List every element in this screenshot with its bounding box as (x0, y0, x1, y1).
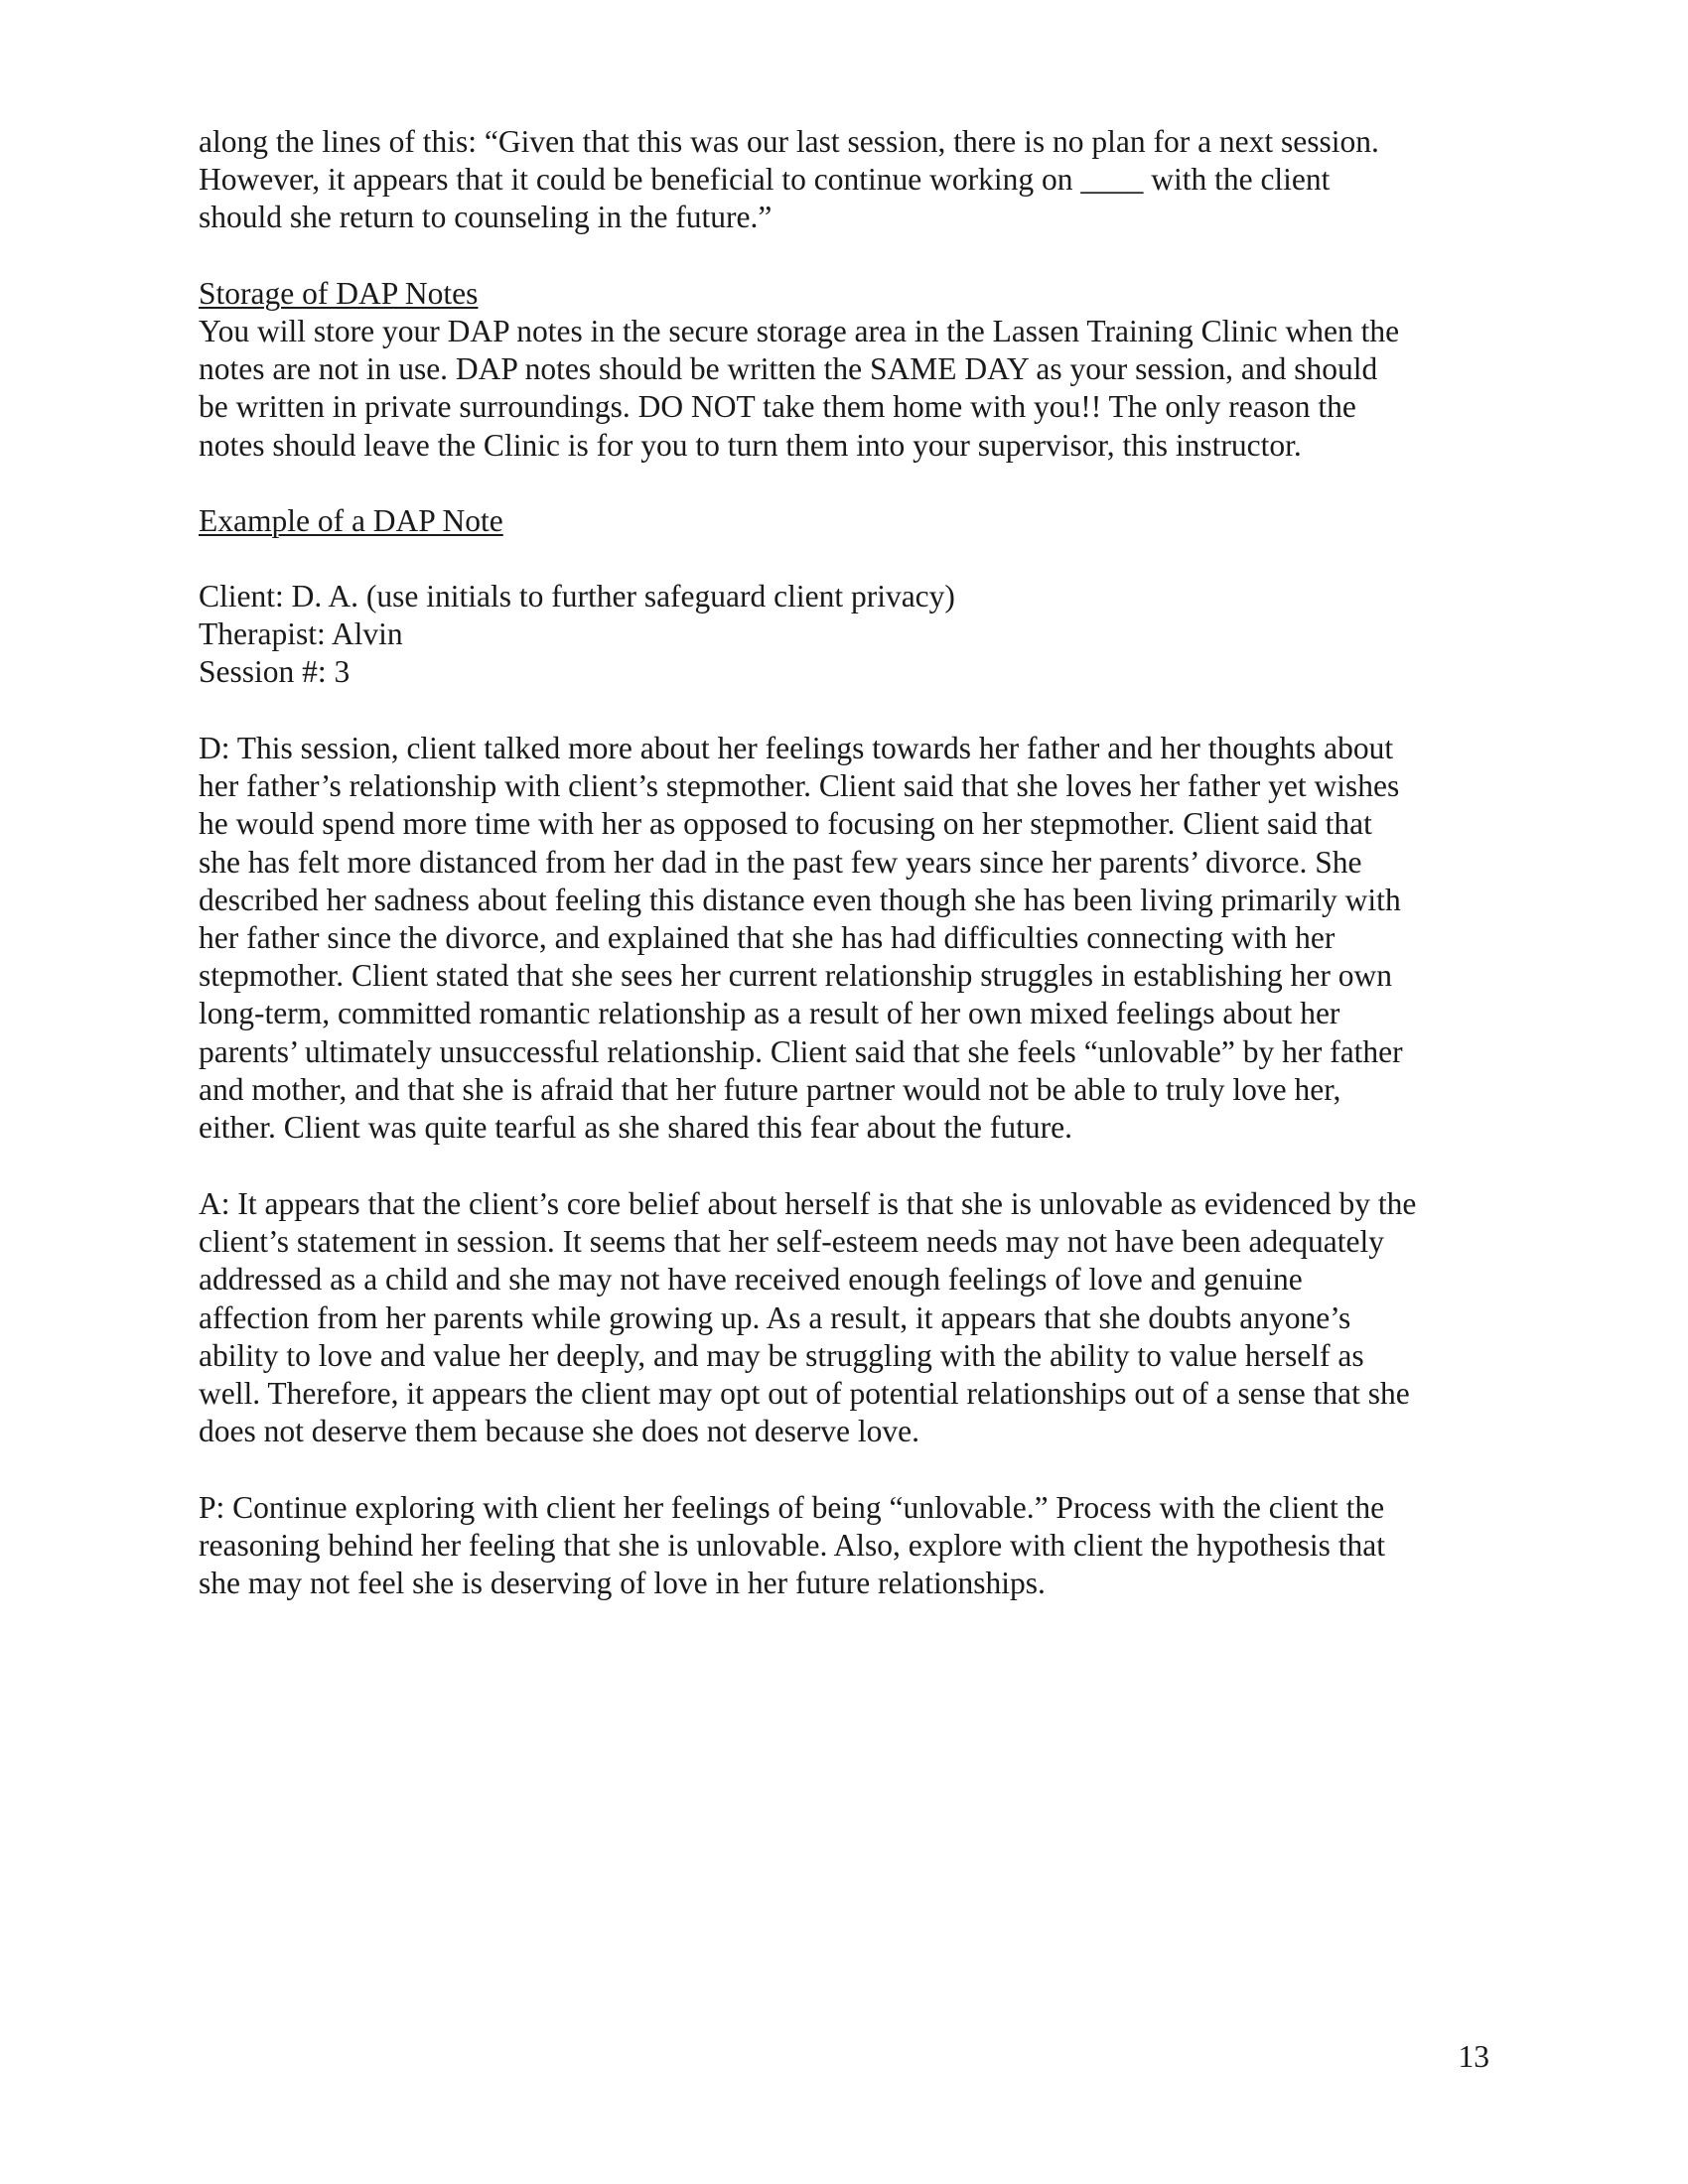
text-line: notes should leave the Clinic is for you to turn them into your supervisor, this instructor. (199, 427, 1302, 463)
text-line: does not deserve them because she does not deserve love. (199, 1414, 920, 1449)
client-line: Client: D. A. (use initials to further safeguard client privacy) (199, 579, 955, 614)
therapist-line: Therapist: Alvin (199, 616, 403, 652)
page-number: 13 (1458, 2039, 1489, 2074)
text-line: she may not feel she is deserving of love in her future relationships. (199, 1566, 1046, 1601)
client-info (199, 578, 1499, 692)
data-paragraph (199, 730, 1499, 1147)
text-line: described her sadness about feeling this distance even though she has been living primarily with (199, 882, 1401, 917)
text-line: should she return to counseling in the future.” (199, 200, 773, 235)
text-line: You will store your DAP notes in the secure storage area in the Lassen Training Clinic when the (199, 314, 1400, 348)
text-line: parents’ ultimately unsuccessful relationship. Client said that she feels “unlovable” by her father (199, 1033, 1403, 1069)
assessment-paragraph (199, 1185, 1499, 1450)
text-line: she has felt more distanced from her dad in the past few years since her parents’ divorce. She (199, 844, 1362, 880)
text-line: her father since the divorce, and explained that she has had difficulties connecting with her (199, 920, 1336, 956)
text-line: ability to love and value her deeply, and may be struggling with the ability to value herself as (199, 1337, 1364, 1373)
text-line: D: This session, client talked more about her feelings towards her father and her thoughts about (199, 731, 1394, 765)
text-line: long-term, committed romantic relationship as a result of her own mixed feelings about her (199, 996, 1340, 1031)
text-line: her father’s relationship with client’s stepmother. Client said that she loves her father yet wishes (199, 768, 1400, 804)
text-line: notes are not in use. DAP notes should be written the SAME DAY as your session, and should (199, 351, 1378, 387)
session-line: Session #: 3 (199, 654, 351, 690)
storage-paragraph (199, 313, 1499, 465)
text-line: A: It appears that the client’s core belief about herself is that she is unlovable as evidenced by the (199, 1186, 1417, 1221)
text-line: be written in private surroundings. DO NOT take them home with you!! The only reason the (199, 389, 1356, 425)
storage-section (199, 275, 1499, 313)
text-line: reasoning behind her feeling that she is unlovable. Also, explore with client the hypothesis that (199, 1528, 1385, 1564)
text-line: along the lines of this: “Given that this was our last session, there is no plan for a next session. (199, 124, 1379, 159)
intro-paragraph (199, 123, 1499, 237)
text-line: client’s statement in session. It seems that her self-esteem needs may not have been adequately (199, 1224, 1384, 1260)
example-heading: Example of a DAP Note (199, 503, 503, 538)
text-line: he would spend more time with her as opposed to focusing on her stepmother. Client said that (199, 806, 1372, 842)
text-line: stepmother. Client stated that she sees her current relationship struggles in establishing her own (199, 958, 1392, 994)
text-line: P: Continue exploring with client her feelings of being “unlovable.” Process with the client the (199, 1490, 1385, 1525)
plan-paragraph (199, 1489, 1499, 1603)
text-line: However, it appears that it could be beneficial to continue working on ____ with the client (199, 162, 1331, 198)
example-section (199, 502, 1499, 540)
storage-heading: Storage of DAP Notes (199, 276, 479, 311)
text-line: well. Therefore, it appears the client may opt out of potential relationships out of a sense that she (199, 1376, 1410, 1412)
text-line: either. Client was quite tearful as she shared this fear about the future. (199, 1110, 1072, 1146)
text-line: and mother, and that she is afraid that her future partner would not be able to truly love her, (199, 1071, 1341, 1107)
text-line: affection from her parents while growing up. As a result, it appears that she doubts anyone’s (199, 1299, 1351, 1335)
text-line: addressed as a child and she may not have received enough feelings of love and genuine (199, 1262, 1303, 1297)
